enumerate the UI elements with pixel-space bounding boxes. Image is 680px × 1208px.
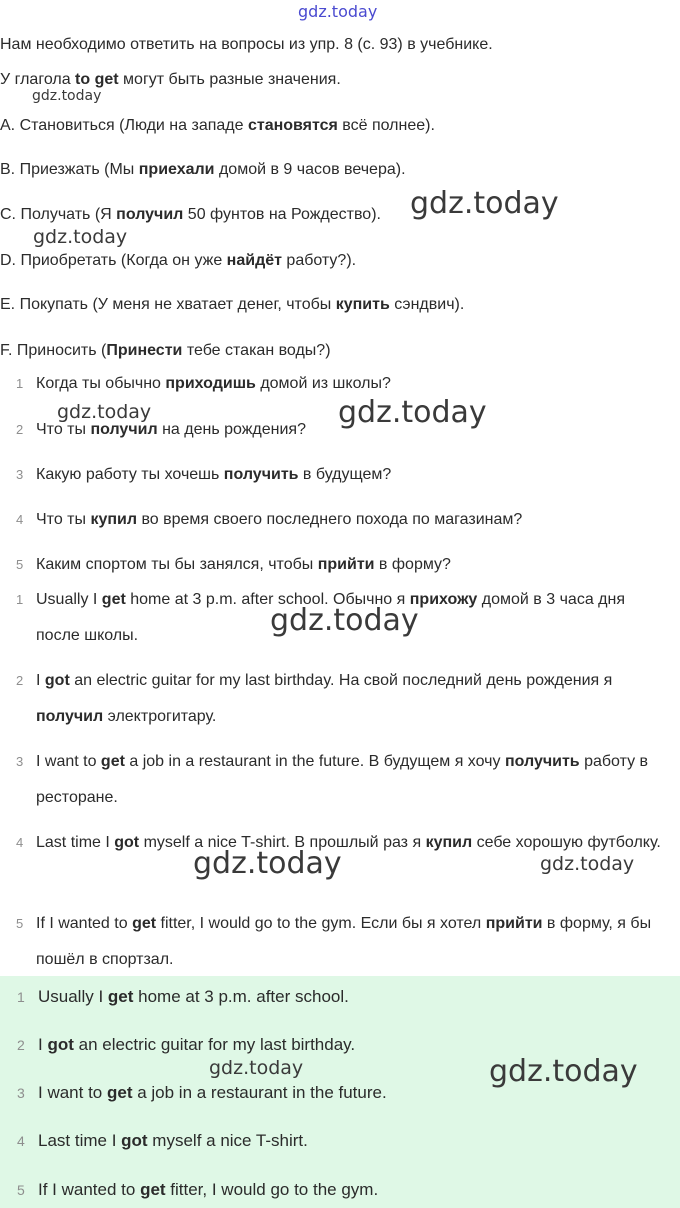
- answer-text: If I wanted to get fitter, I would go to the gym.: [38, 1180, 379, 1199]
- answer-text: I got an electric guitar for my last birthday.: [38, 1035, 356, 1054]
- question-text: Каким спортом ты бы занялся, чтобы прийти в форму?: [36, 556, 451, 573]
- question-number: 2: [16, 422, 24, 437]
- watermark: gdz.today: [270, 603, 419, 638]
- watermark-top: gdz.today: [298, 2, 378, 21]
- answer-text: If I wanted to get fitter, I would go to the gym. Если бы я хотел прийти в форму, я бы пошёл в спортзал.: [36, 915, 652, 968]
- question-text: Какую работу ты хочешь получить в будущем?: [36, 466, 392, 483]
- final-answer-5: [0, 1179, 378, 1201]
- answer-number: 5: [17, 1182, 25, 1198]
- watermark: gdz.today: [410, 186, 559, 221]
- answer-number: 1: [17, 989, 25, 1005]
- question-text: Что ты получил на день рождения?: [36, 421, 306, 438]
- final-answer-3: [0, 1082, 387, 1104]
- meaning-d: D. Приобретать (Когда он уже найдёт работу?).: [0, 252, 357, 269]
- meaning-a: A. Становиться (Люди на западе становятся всё полнее).: [0, 117, 435, 134]
- watermark: gdz.today: [209, 1057, 304, 1079]
- meanings-intro: У глагола to get могут быть разные значения.: [0, 71, 341, 88]
- answer-text: I want to get a job in a restaurant in the future. В будущем я хочу получить работу в ресторане.: [36, 753, 649, 806]
- answer-text: Last time I got myself a nice T-shirt. В прошлый раз я купил себе хорошую футболку.: [36, 834, 661, 851]
- watermark: gdz.today: [540, 853, 635, 875]
- final-answer-1: [0, 986, 349, 1008]
- question-number: 5: [16, 557, 24, 572]
- answer-number: 5: [16, 916, 24, 931]
- watermark: gdz.today: [33, 226, 128, 248]
- meaning-c: C. Получать (Я получил 50 фунтов на Рождество).: [0, 206, 381, 223]
- question-item-4: [0, 502, 670, 538]
- answer-text: Usually I get home at 3 p.m. after school.: [38, 987, 349, 1006]
- question-number: 3: [16, 467, 24, 482]
- answer-number: 1: [16, 592, 24, 607]
- answer-text: Usually I get home at 3 p.m. after school. Обычно я прихожу домой в 3 часа дня после школы.: [36, 591, 625, 644]
- answer-number: 3: [17, 1085, 25, 1101]
- watermark: gdz.today: [489, 1054, 638, 1089]
- question-item-3: [0, 457, 670, 493]
- watermark: gdz.today: [338, 395, 487, 430]
- answer-number: 3: [16, 754, 24, 769]
- answer-text: I want to get a job in a restaurant in the future.: [38, 1083, 387, 1102]
- answer-number: 2: [16, 673, 24, 688]
- answer-text: Last time I got myself a nice T-shirt.: [38, 1131, 308, 1150]
- question-item-1: [0, 366, 670, 402]
- intro-text: Нам необходимо ответить на вопросы из упр. 8 (с. 93) в учебнике.: [0, 36, 493, 53]
- meaning-b: B. Приезжать (Мы приехали домой в 9 часов вечера).: [0, 161, 406, 178]
- answer-number: 4: [16, 835, 24, 850]
- answer-translated-2: [0, 663, 670, 735]
- meaning-e: E. Покупать (У меня не хватает денег, чтобы купить сэндвич).: [0, 296, 465, 313]
- answer-translated-5: [0, 906, 670, 978]
- question-item-5: [0, 547, 670, 583]
- answer-text: I got an electric guitar for my last birthday. На свой последний день рождения я получил электрогитару.: [36, 672, 613, 725]
- question-text: Когда ты обычно приходишь домой из школы?: [36, 375, 391, 392]
- final-answer-4: [0, 1130, 308, 1152]
- meaning-f: F. Приносить (Принести тебе стакан воды?): [0, 342, 331, 359]
- watermark: gdz.today: [57, 401, 152, 423]
- watermark: gdz.today: [32, 88, 102, 104]
- answer-translated-3: [0, 744, 670, 816]
- question-number: 4: [16, 512, 24, 527]
- answer-number: 4: [17, 1133, 25, 1149]
- watermark: gdz.today: [193, 846, 342, 881]
- answer-number: 2: [17, 1037, 25, 1053]
- question-number: 1: [16, 376, 24, 391]
- question-text: Что ты купил во время своего последнего похода по магазинам?: [36, 511, 523, 528]
- final-answer-2: [0, 1034, 355, 1056]
